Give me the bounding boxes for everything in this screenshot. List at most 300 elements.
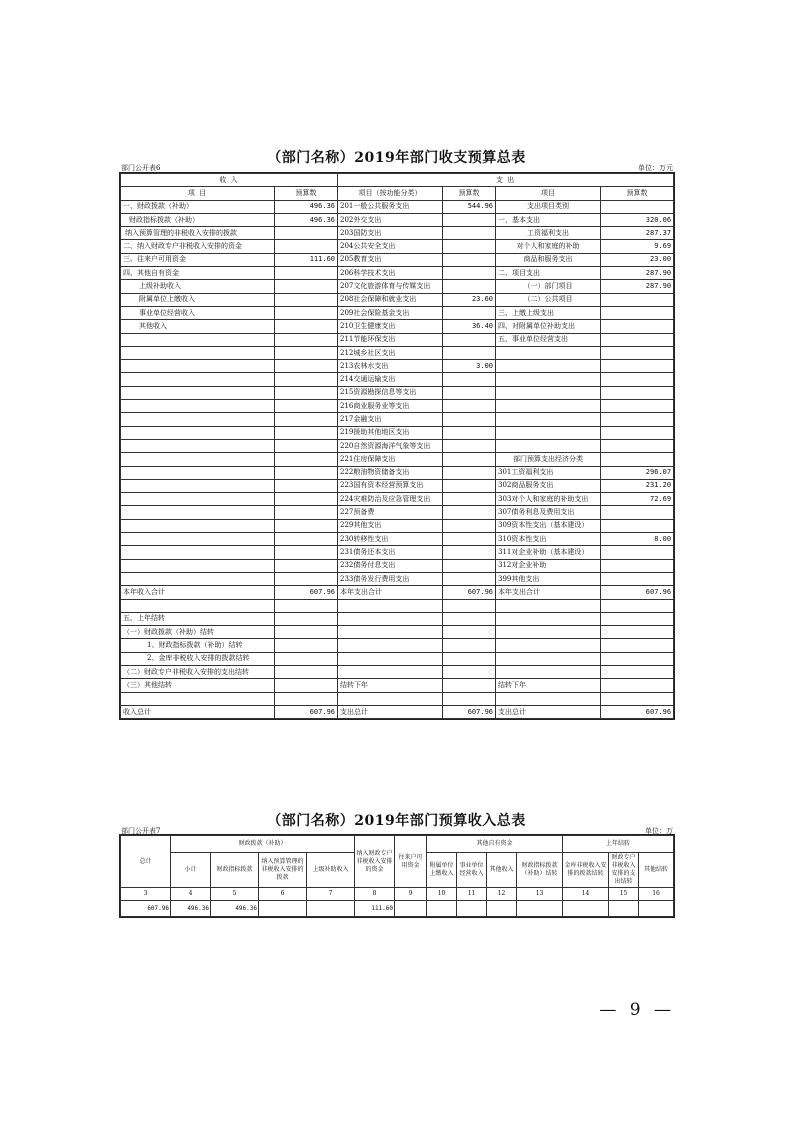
item-cell: 一、基本支出 xyxy=(496,213,601,226)
item-cell xyxy=(496,652,601,665)
item-cell xyxy=(121,506,275,519)
item-cell: 206科学技术支出 xyxy=(338,267,443,280)
item-cell: 212城乡社区支出 xyxy=(338,346,443,359)
amount-cell xyxy=(275,240,338,253)
amount-cell xyxy=(443,599,496,612)
item-cell xyxy=(121,559,275,572)
item-cell: 203国防支出 xyxy=(338,227,443,240)
table-row xyxy=(121,346,674,359)
amount-cell: 607.96 xyxy=(601,705,674,718)
item-cell: （三）其他结转 xyxy=(121,679,275,692)
amount-cell xyxy=(275,612,338,625)
amount-cell: 9.69 xyxy=(601,240,674,253)
item-cell: 223国有资本经营预算支出 xyxy=(338,479,443,492)
amount-cell xyxy=(601,559,674,572)
amount-cell xyxy=(275,227,338,240)
amount-cell xyxy=(275,652,338,665)
item-cell: 230转移性支出 xyxy=(338,533,443,546)
amount-cell xyxy=(443,280,496,293)
amount-cell xyxy=(601,665,674,678)
item-cell: 工资福利支出 xyxy=(496,227,601,240)
amount-cell xyxy=(275,373,338,386)
table-row xyxy=(121,373,674,386)
table-row xyxy=(121,519,674,532)
amount-cell xyxy=(601,572,674,585)
func-item-header: 项目（按功能分类） xyxy=(338,187,443,200)
item-cell: 307债务利息及费用支出 xyxy=(496,506,601,519)
item-cell xyxy=(496,413,601,426)
item-cell xyxy=(338,652,443,665)
amount-cell xyxy=(609,901,639,917)
amount-cell xyxy=(601,360,674,373)
expense-header: 支 出 xyxy=(338,174,674,187)
amount-cell xyxy=(601,200,674,213)
amount-cell: 287.90 xyxy=(601,280,674,293)
item-cell: 309资本性支出（基本建设） xyxy=(496,519,601,532)
amount-cell xyxy=(487,901,517,917)
column-number-cell: 16 xyxy=(639,888,674,901)
amount-cell xyxy=(443,333,496,346)
column-number-cell: 3 xyxy=(121,888,171,901)
budget-header: 预算数 xyxy=(275,187,338,200)
amount-cell xyxy=(601,306,674,319)
amount-cell: 23.60 xyxy=(443,293,496,306)
item-cell: 205教育支出 xyxy=(338,253,443,266)
table-row xyxy=(121,599,674,612)
item-cell: 310资本性支出 xyxy=(496,533,601,546)
amount-cell: 111.60 xyxy=(355,901,395,917)
item-cell: 208社会保障和就业支出 xyxy=(338,293,443,306)
item-cell xyxy=(121,426,275,439)
amount-cell xyxy=(275,506,338,519)
table-row xyxy=(121,293,674,306)
item-cell: 其他收入 xyxy=(121,320,275,333)
nontax-budget-header: 纳入预算管理的非税收入安排的拨款 xyxy=(259,853,307,888)
amount-cell: 320.06 xyxy=(601,213,674,226)
amount-cell xyxy=(443,506,496,519)
item-cell: （一）部门项目 xyxy=(496,280,601,293)
amount-cell xyxy=(601,346,674,359)
item-cell: 202外交支出 xyxy=(338,213,443,226)
item-cell: 220自然资源海洋气象等支出 xyxy=(338,439,443,452)
amount-cell xyxy=(443,413,496,426)
item-cell xyxy=(121,333,275,346)
budget-summary-table xyxy=(120,173,674,719)
item-cell: 232债务付息支出 xyxy=(338,559,443,572)
table-row xyxy=(121,413,674,426)
column-number-cell: 14 xyxy=(563,888,609,901)
amount-cell xyxy=(601,453,674,466)
item-cell: 支出总计 xyxy=(338,705,443,718)
item-cell xyxy=(121,493,275,506)
table-row xyxy=(121,533,674,546)
column-number-cell: 4 xyxy=(171,888,211,901)
item-cell xyxy=(121,346,275,359)
amount-cell xyxy=(601,333,674,346)
item-cell xyxy=(121,599,275,612)
item-cell: 三、往来户可用资金 xyxy=(121,253,275,266)
amount-cell xyxy=(275,453,338,466)
item-cell: 结转下年 xyxy=(338,679,443,692)
item-cell xyxy=(121,692,275,705)
item-cell: （一）财政拨款（补助）结转 xyxy=(121,626,275,639)
item-cell: 支出项目类别 xyxy=(496,200,601,213)
amount-cell xyxy=(443,400,496,413)
item-cell xyxy=(121,546,275,559)
amount-cell xyxy=(443,439,496,452)
biz-header: 事业单位经营收入 xyxy=(457,853,487,888)
amount-cell xyxy=(275,346,338,359)
item-cell xyxy=(121,533,275,546)
table-row xyxy=(121,253,674,266)
amount-cell xyxy=(275,533,338,546)
table-row xyxy=(121,240,674,253)
amount-cell xyxy=(275,479,338,492)
item-cell xyxy=(496,626,601,639)
table-row xyxy=(121,426,674,439)
amount-cell xyxy=(275,413,338,426)
amount-cell xyxy=(275,320,338,333)
item-cell: （二）财政专户非税收入安排的支出结转 xyxy=(121,665,275,678)
table1-unit: 单位：万元 xyxy=(638,164,673,172)
table-row xyxy=(121,665,674,678)
amount-cell xyxy=(601,679,674,692)
amount-cell xyxy=(443,519,496,532)
budget-header: 预算数 xyxy=(443,187,496,200)
item-cell: 2、金库非税收入安排的拨款结转 xyxy=(121,652,275,665)
amount-cell xyxy=(601,439,674,452)
column-number-cell: 15 xyxy=(609,888,639,901)
amount-cell: 3.00 xyxy=(443,360,496,373)
table-row xyxy=(121,559,674,572)
column-number-cell: 10 xyxy=(427,888,457,901)
amount-cell xyxy=(275,333,338,346)
table-row xyxy=(121,213,674,226)
amount-cell xyxy=(395,901,427,917)
item-cell: 302商品服务支出 xyxy=(496,479,601,492)
amount-cell: 8.00 xyxy=(601,533,674,546)
item-cell: 221住房保障支出 xyxy=(338,453,443,466)
amount-cell: 23.00 xyxy=(601,253,674,266)
amount-cell xyxy=(601,426,674,439)
item-cell: 结转下年 xyxy=(496,679,601,692)
amount-cell xyxy=(275,267,338,280)
item-cell: 214交通运输支出 xyxy=(338,373,443,386)
item-cell: 219援助其他地区支出 xyxy=(338,426,443,439)
item-cell: 1、财政指标拨款（补助）结转 xyxy=(121,639,275,652)
table-row xyxy=(121,320,674,333)
amount-cell xyxy=(275,572,338,585)
amount-cell xyxy=(601,599,674,612)
amount-cell xyxy=(443,479,496,492)
item-cell: 303对个人和家庭的补助支出 xyxy=(496,493,601,506)
table-row xyxy=(121,360,674,373)
item-cell: 二、项目支出 xyxy=(496,267,601,280)
amount-cell xyxy=(443,612,496,625)
table-row xyxy=(121,626,674,639)
item-cell: 311对企业补助（基本建设） xyxy=(496,546,601,559)
table-row xyxy=(121,652,674,665)
item-cell: 纳入预算管理的非税收入安排的拨款 xyxy=(121,227,275,240)
amount-cell: 607.96 xyxy=(121,901,171,917)
item-cell xyxy=(121,519,275,532)
amount-cell xyxy=(601,626,674,639)
amount-cell xyxy=(275,679,338,692)
amount-cell xyxy=(275,559,338,572)
item-cell: 301工资福利支出 xyxy=(496,466,601,479)
item-cell: 211节能环保支出 xyxy=(338,333,443,346)
subtotal-header: 小计 xyxy=(171,853,211,888)
amount-cell xyxy=(443,692,496,705)
amount-cell: 496.36 xyxy=(275,213,338,226)
amount-cell xyxy=(443,453,496,466)
amount-cell xyxy=(443,493,496,506)
item-cell: 231债务还本支出 xyxy=(338,546,443,559)
amount-cell: 607.96 xyxy=(443,705,496,718)
amount-cell xyxy=(443,665,496,678)
item-cell xyxy=(496,612,601,625)
table-row xyxy=(121,439,674,452)
item-cell: 收入总计 xyxy=(121,705,275,718)
item-cell: 三、上缴上级支出 xyxy=(496,306,601,319)
affil-header: 附属单位上缴收入 xyxy=(427,853,457,888)
amount-cell xyxy=(601,413,674,426)
item-cell xyxy=(338,692,443,705)
item-cell xyxy=(338,639,443,652)
item-cell: 上级补助收入 xyxy=(121,280,275,293)
amount-cell xyxy=(275,519,338,532)
item-cell xyxy=(496,400,601,413)
table-row xyxy=(121,705,674,718)
item-cell: （二）公共项目 xyxy=(496,293,601,306)
item-cell: 210卫生健康支出 xyxy=(338,320,443,333)
item-cell xyxy=(496,665,601,678)
treasury-carry-header: 金库非税收入安排的拨款结转 xyxy=(563,853,609,888)
amount-cell xyxy=(275,386,338,399)
item-cell xyxy=(496,439,601,452)
item-cell: 四、对附属单位补助支出 xyxy=(496,320,601,333)
item-cell xyxy=(338,599,443,612)
amount-cell xyxy=(307,901,355,917)
amount-cell xyxy=(443,639,496,652)
column-number-cell: 8 xyxy=(355,888,395,901)
table-row xyxy=(121,400,674,413)
table2-title: （部门名称）2019年部门预算收入总表 xyxy=(267,813,526,829)
amount-cell xyxy=(443,306,496,319)
budget-header: 预算数 xyxy=(601,187,674,200)
table-row xyxy=(121,612,674,625)
table-row xyxy=(121,572,674,585)
item-cell: 本年收入合计 xyxy=(121,586,275,599)
item-cell: 支出总计 xyxy=(496,705,601,718)
item-cell xyxy=(121,386,275,399)
amount-cell xyxy=(443,626,496,639)
amount-cell xyxy=(601,692,674,705)
amount-cell xyxy=(601,652,674,665)
item-cell: 217金融支出 xyxy=(338,413,443,426)
amount-cell xyxy=(601,386,674,399)
amount-cell xyxy=(275,306,338,319)
amount-cell xyxy=(639,901,674,917)
amount-cell xyxy=(601,506,674,519)
item-cell: 五、事业单位经营支出 xyxy=(496,333,601,346)
amount-cell xyxy=(443,546,496,559)
amount-cell xyxy=(443,572,496,585)
item-cell: 312对企业补助 xyxy=(496,559,601,572)
amount-cell xyxy=(275,692,338,705)
amount-cell: 544.96 xyxy=(443,200,496,213)
amount-cell: 287.90 xyxy=(601,267,674,280)
amount-cell xyxy=(443,652,496,665)
item-cell: 本年支出合计 xyxy=(496,586,601,599)
table-row xyxy=(121,479,674,492)
contact-header: 往来户可用资金 xyxy=(395,836,427,888)
amount-cell xyxy=(601,639,674,652)
amount-cell: 607.96 xyxy=(275,705,338,718)
item-cell: 213农林水支出 xyxy=(338,360,443,373)
amount-cell xyxy=(275,599,338,612)
amount-cell xyxy=(601,320,674,333)
item-cell xyxy=(121,413,275,426)
table-row xyxy=(121,453,674,466)
amount-cell: 607.96 xyxy=(601,586,674,599)
amount-cell: 607.96 xyxy=(443,586,496,599)
item-cell xyxy=(496,426,601,439)
table-row xyxy=(121,506,674,519)
amount-cell xyxy=(275,426,338,439)
item-cell: 本年支出合计 xyxy=(338,586,443,599)
amount-cell xyxy=(457,901,487,917)
table-row xyxy=(121,679,674,692)
item-cell: 附属单位上缴收入 xyxy=(121,293,275,306)
amount-cell xyxy=(275,639,338,652)
amount-cell: 607.96 xyxy=(275,586,338,599)
amount-cell: 231.20 xyxy=(601,479,674,492)
amount-cell: 287.37 xyxy=(601,227,674,240)
amount-cell xyxy=(443,253,496,266)
fiscal-header: 财政拨款（补助） xyxy=(171,836,355,853)
special-carry-header: 财政专户非税收入安排的支出结转 xyxy=(609,853,639,888)
item-cell: 四、其他自有资金 xyxy=(121,267,275,280)
amount-cell xyxy=(443,346,496,359)
amount-cell xyxy=(275,665,338,678)
amount-cell xyxy=(275,466,338,479)
item-cell xyxy=(496,639,601,652)
amount-cell xyxy=(275,493,338,506)
table-row xyxy=(121,200,674,213)
amount-cell xyxy=(443,386,496,399)
amount-cell: 296.07 xyxy=(601,466,674,479)
amount-cell xyxy=(443,213,496,226)
amount-cell xyxy=(275,546,338,559)
item-cell: 201一般公共服务支出 xyxy=(338,200,443,213)
item-cell: 商品和服务支出 xyxy=(496,253,601,266)
amount-cell xyxy=(443,679,496,692)
amount-cell xyxy=(443,559,496,572)
item-cell: 227预备费 xyxy=(338,506,443,519)
amount-cell xyxy=(275,293,338,306)
table2-code: 部门公开表7 xyxy=(121,827,161,835)
item-cell xyxy=(496,346,601,359)
item-cell: 222粮油物资储备支出 xyxy=(338,466,443,479)
item-cell xyxy=(121,439,275,452)
other-own-header: 其他自有资金 xyxy=(427,836,563,853)
item-cell: 对个人和家庭的补助 xyxy=(496,240,601,253)
item-header: 项目 xyxy=(496,187,601,200)
item-cell xyxy=(121,373,275,386)
amount-cell xyxy=(601,400,674,413)
amount-cell xyxy=(427,901,457,917)
item-cell xyxy=(121,360,275,373)
special-header: 纳入财政专户非税收入安排的资金 xyxy=(355,836,395,888)
item-cell: 215资源勘探信息等支出 xyxy=(338,386,443,399)
item-cell xyxy=(338,612,443,625)
table1-code: 部门公开表6 xyxy=(121,164,161,172)
item-cell xyxy=(338,665,443,678)
table-row xyxy=(121,333,674,346)
item-cell: 399其他支出 xyxy=(496,572,601,585)
item-cell: 五、上年结转 xyxy=(121,612,275,625)
table-row xyxy=(121,386,674,399)
amount-cell xyxy=(443,227,496,240)
item-cell xyxy=(121,572,275,585)
item-cell: 233债务发行费用支出 xyxy=(338,572,443,585)
amount-cell: 496.36 xyxy=(275,200,338,213)
column-number-cell: 13 xyxy=(517,888,563,901)
item-cell: 207文化旅游体育与传媒支出 xyxy=(338,280,443,293)
column-number-cell: 12 xyxy=(487,888,517,901)
item-cell xyxy=(496,692,601,705)
item-cell: 204公共安全支出 xyxy=(338,240,443,253)
item-cell xyxy=(496,599,601,612)
item-cell xyxy=(121,400,275,413)
column-number-cell: 11 xyxy=(457,888,487,901)
item-cell xyxy=(121,479,275,492)
item-cell xyxy=(496,360,601,373)
amount-cell xyxy=(443,466,496,479)
amount-cell xyxy=(601,293,674,306)
page-number: — 9 — xyxy=(599,1000,675,1020)
indicator-header: 财政指标拨款 xyxy=(211,853,259,888)
amount-cell xyxy=(443,267,496,280)
amount-cell xyxy=(275,400,338,413)
other-carry-header: 其他结转 xyxy=(639,853,674,888)
table-row xyxy=(121,546,674,559)
table-row xyxy=(121,466,674,479)
item-cell xyxy=(121,466,275,479)
amount-cell xyxy=(443,240,496,253)
amount-cell: 111.60 xyxy=(275,253,338,266)
amount-cell xyxy=(443,373,496,386)
amount-cell xyxy=(275,280,338,293)
table-row xyxy=(121,692,674,705)
table-row xyxy=(121,227,674,240)
amount-cell: 496.36 xyxy=(171,901,211,917)
item-cell: 209社会保险基金支出 xyxy=(338,306,443,319)
column-number-cell: 6 xyxy=(259,888,307,901)
amount-cell: 36.40 xyxy=(443,320,496,333)
amount-cell: 72.69 xyxy=(601,493,674,506)
column-number-cell: 7 xyxy=(307,888,355,901)
table-row xyxy=(121,267,674,280)
amount-cell xyxy=(517,901,563,917)
item-cell: 224灾难防治及应急管理支出 xyxy=(338,493,443,506)
amount-cell xyxy=(259,901,307,917)
item-cell: 二、纳入财政专户非税收入安排的资金 xyxy=(121,240,275,253)
table-row xyxy=(121,280,674,293)
other-inc-header: 其他收入 xyxy=(487,853,517,888)
item-cell: 事业单位经营收入 xyxy=(121,306,275,319)
